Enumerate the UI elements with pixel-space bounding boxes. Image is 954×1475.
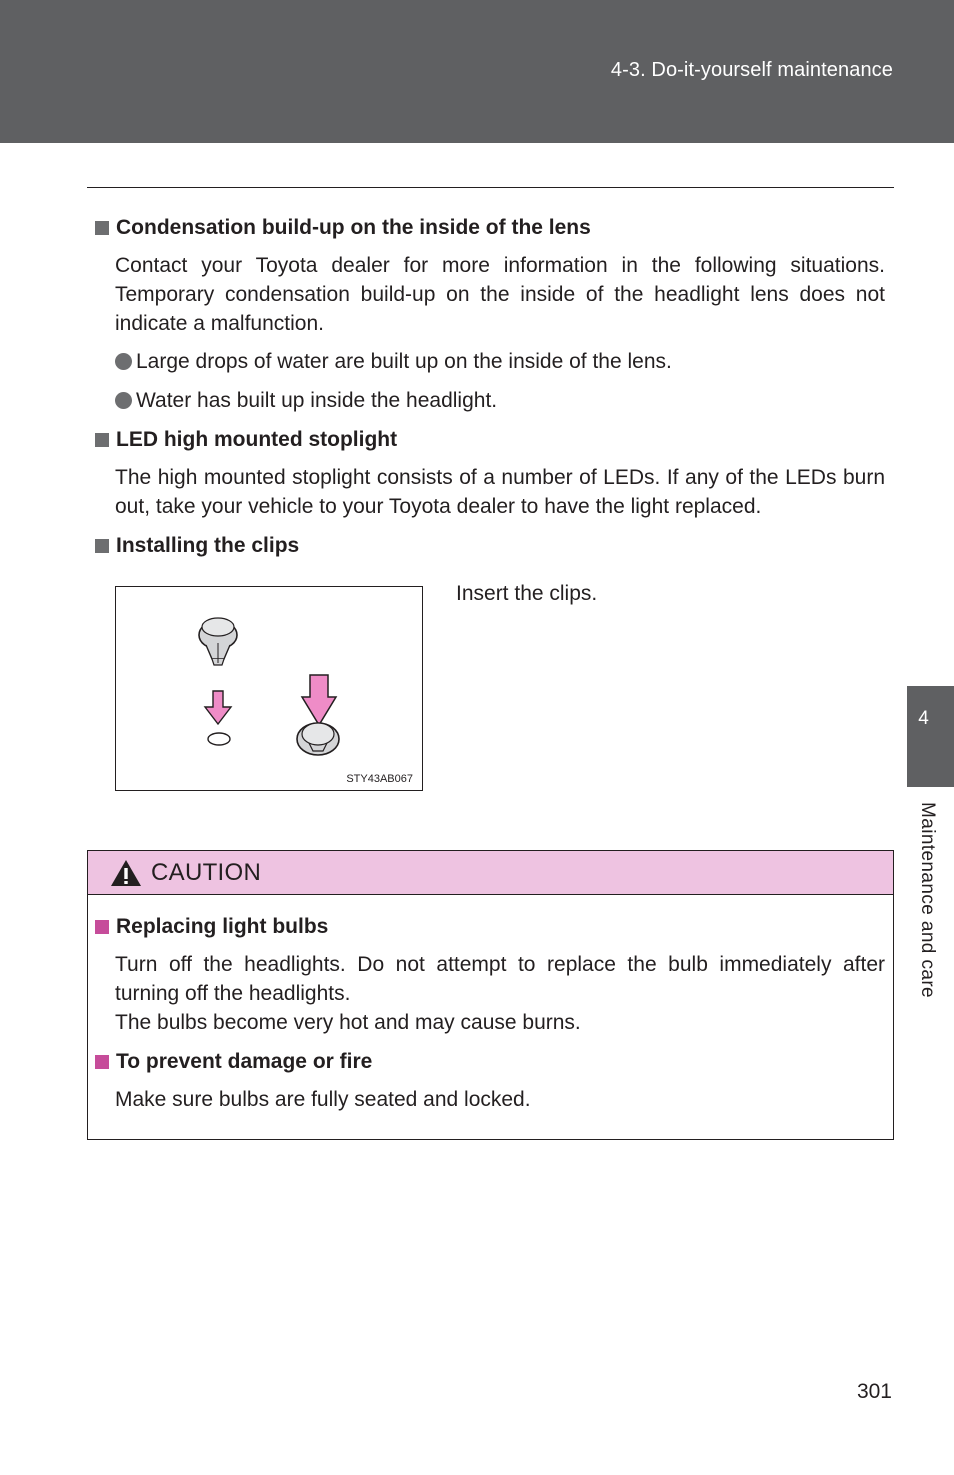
list-item-text: Large drops of water are built up on the inside of the lens. <box>136 350 672 373</box>
list-item <box>115 348 885 375</box>
section-body: Contact your Toyota dealer for more information in the following situations. Temporary condensation build-up on the inside of the headlight lens does not indicate a malfunction. <box>115 254 885 335</box>
clip-illustration <box>115 586 423 791</box>
chapter-tab[interactable] <box>907 686 954 787</box>
clip-diagram-svg <box>116 587 422 790</box>
mounting-hole-icon <box>208 733 230 745</box>
square-bullet-icon <box>95 920 109 934</box>
list-item <box>115 387 885 414</box>
square-bullet-icon <box>95 539 109 553</box>
section-body: The high mounted stoplight consists of a number of LEDs. If any of the LEDs burn out, take your vehicle to your Toyota dealer to have the light replaced. <box>115 466 885 518</box>
caution-line: Turn off the headlights. Do not attempt to replace the bulb immediately after turning off the headlights. <box>115 953 885 1005</box>
heading-text: Installing the clips <box>116 534 300 557</box>
square-bullet-icon <box>95 1055 109 1069</box>
chapter-number: 4 <box>918 708 929 729</box>
section-installing-clips <box>95 532 885 559</box>
caution-item-heading <box>95 1048 885 1075</box>
section-title: 4-3. Do-it-yourself maintenance <box>610 59 893 81</box>
caution-item <box>95 913 885 1037</box>
caution-header <box>88 851 893 895</box>
square-bullet-icon <box>95 221 109 235</box>
heading-text: Replacing light bulbs <box>116 915 329 938</box>
caution-item-body <box>115 1085 885 1114</box>
section-heading <box>95 426 885 453</box>
heading-text: LED high mounted stoplight <box>116 428 398 451</box>
caution-label: CAUTION <box>151 858 262 886</box>
chapter-label: Maintenance and care <box>917 802 938 999</box>
round-bullet-icon <box>115 353 132 370</box>
insert-arrow-icon <box>205 691 231 724</box>
section-heading <box>95 532 885 559</box>
caution-line: The bulbs become very hot and may cause burns. <box>115 1011 581 1034</box>
caution-item-body <box>115 950 885 1037</box>
clip-head-icon <box>199 618 237 665</box>
figure-code: STY43AB067 <box>346 773 413 785</box>
caution-line: Make sure bulbs are fully seated and locked. <box>115 1088 531 1111</box>
section-condensation <box>95 214 885 414</box>
heading-text: Condensation build-up on the inside of the lens <box>116 216 591 239</box>
section-heading <box>95 214 885 241</box>
warning-triangle-icon <box>109 858 143 888</box>
installed-clip-icon <box>297 723 339 755</box>
caution-item <box>95 1048 885 1114</box>
round-bullet-icon <box>115 392 132 409</box>
insert-arrow-icon <box>302 675 336 725</box>
figure-caption: Insert the clips. <box>456 582 598 605</box>
caution-box <box>87 850 894 1140</box>
list-item-text: Water has built up inside the headlight. <box>136 389 498 412</box>
square-bullet-icon <box>95 433 109 447</box>
page-number: 301 <box>856 1380 892 1403</box>
caution-item-heading <box>95 913 885 940</box>
section-led-stoplight <box>95 426 885 521</box>
heading-text: To prevent damage or fire <box>116 1050 373 1073</box>
divider-rule <box>87 187 894 188</box>
